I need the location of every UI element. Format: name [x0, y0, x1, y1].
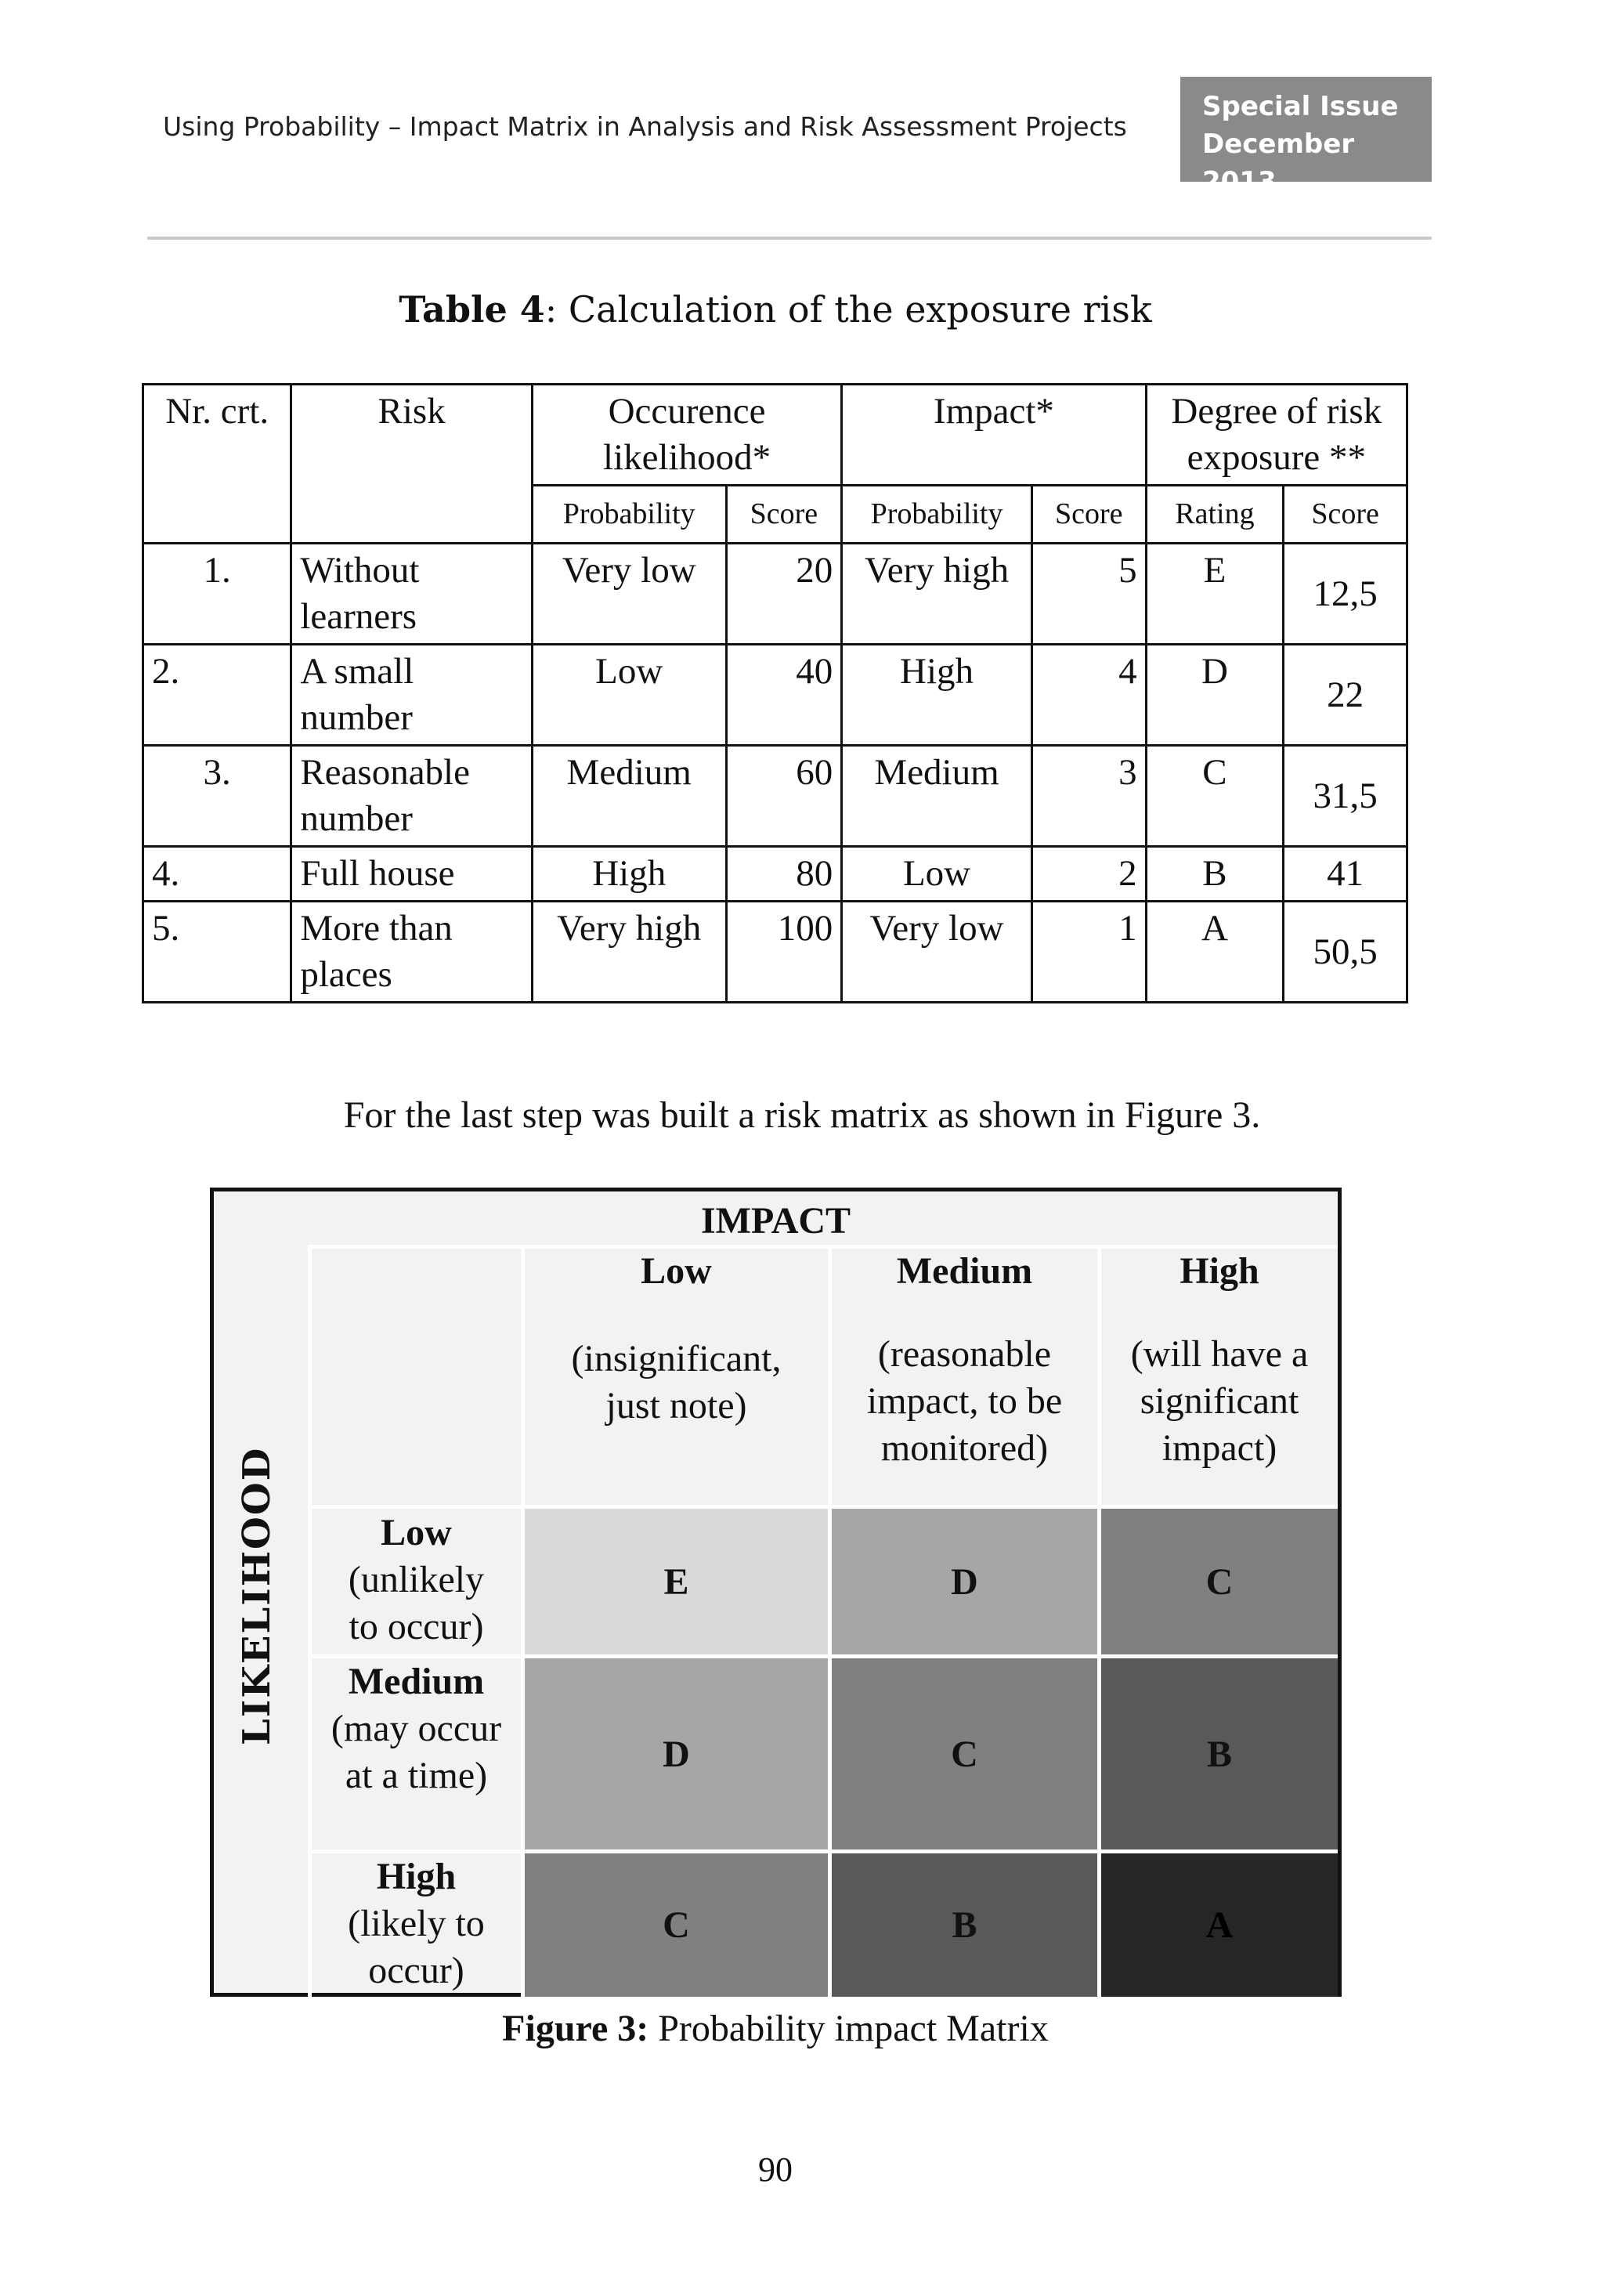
cell-imp-score: 2: [1031, 847, 1146, 902]
cell-occ-score: 20: [726, 544, 842, 645]
likelihood-row-desc: (likely to occur): [348, 1903, 485, 1991]
cell-rating: B: [1146, 847, 1284, 902]
cell-risk: Full house: [291, 847, 533, 902]
figure-caption-label: Figure 3:: [502, 2008, 649, 2049]
subheader-exp-score: Score: [1284, 486, 1407, 544]
matrix-cell: D: [832, 1509, 1097, 1654]
exposure-risk-table: [142, 383, 1408, 1003]
table-row: [143, 746, 1407, 847]
cell-occ-probability: Very low: [532, 544, 726, 645]
matrix-cell: C: [525, 1853, 828, 1997]
cell-imp-probability: Low: [842, 847, 1032, 902]
body-paragraph: For the last step was built a risk matrix as shown in Figure 3.: [343, 1094, 1261, 1136]
matrix-cell: A: [1101, 1853, 1338, 1997]
cell-occ-score: 60: [726, 746, 842, 847]
cell-rating: E: [1146, 544, 1284, 645]
cell-risk: A small number: [291, 645, 533, 746]
subheader-occ-score: Score: [726, 486, 842, 544]
table-header-row: [143, 385, 1407, 486]
likelihood-row-heading: Low: [381, 1512, 452, 1553]
cell-rating: C: [1146, 746, 1284, 847]
subheader-imp-probability: Probability: [842, 486, 1032, 544]
matrix-cell: C: [1101, 1509, 1338, 1654]
header-divider: [147, 237, 1432, 240]
likelihood-row-high: [312, 1853, 521, 1994]
cell-rating: A: [1146, 902, 1284, 1003]
header-risk: Risk: [291, 385, 533, 544]
issue-line-1: Special Issue: [1202, 91, 1399, 122]
table-row: [143, 544, 1407, 645]
likelihood-row-heading: Medium: [348, 1661, 485, 1702]
cell-nr: 5.: [143, 902, 291, 1003]
cell-exp-score: 31,5: [1284, 746, 1407, 847]
cell-nr: 1.: [143, 544, 291, 645]
table-caption: [0, 288, 1551, 331]
impact-col-desc: (insignificant, just note): [571, 1338, 782, 1426]
table-row: [143, 902, 1407, 1003]
cell-exp-score: 22: [1284, 645, 1407, 746]
likelihood-row-desc: (unlikely to occur): [348, 1559, 485, 1647]
cell-risk: Reasonable number: [291, 746, 533, 847]
running-header: Using Probability – Impact Matrix in Analysis and Risk Assessment Projects: [163, 111, 1127, 142]
cell-occ-probability: Low: [532, 645, 726, 746]
impact-col-heading: Medium: [896, 1250, 1033, 1292]
likelihood-row-medium: [312, 1658, 521, 1799]
subheader-imp-score: Score: [1031, 486, 1146, 544]
issue-line-2: December 2013: [1202, 128, 1355, 197]
cell-nr: 3.: [143, 746, 291, 847]
cell-risk: More than places: [291, 902, 533, 1003]
cell-imp-probability: Very high: [842, 544, 1032, 645]
risk-matrix: [210, 1188, 1342, 1997]
impact-col-medium: [832, 1248, 1097, 1472]
matrix-cell: B: [1101, 1658, 1338, 1849]
cell-occ-probability: High: [532, 847, 726, 902]
cell-occ-probability: Medium: [532, 746, 726, 847]
matrix-cell: E: [525, 1509, 828, 1654]
cell-imp-probability: Very low: [842, 902, 1032, 1003]
issue-badge: [1180, 77, 1432, 197]
impact-col-high: [1101, 1248, 1338, 1472]
table-caption-text: : Calculation of the exposure risk: [544, 288, 1152, 331]
matrix-cell: C: [832, 1658, 1097, 1849]
table-caption-label: Table 4: [399, 288, 545, 331]
subheader-occ-probability: Probability: [532, 486, 726, 544]
table-row: [143, 645, 1407, 746]
likelihood-row-desc: (may occur at a time): [331, 1708, 502, 1796]
cell-rating: D: [1146, 645, 1284, 746]
matrix-impact-title: IMPACT: [700, 1200, 851, 1242]
figure-caption: [0, 2007, 1551, 2050]
cell-occ-score: 40: [726, 645, 842, 746]
matrix-cell: B: [832, 1853, 1097, 1997]
impact-col-desc: (will have a significant impact): [1130, 1333, 1309, 1469]
likelihood-row-heading: High: [376, 1856, 457, 1897]
cell-imp-score: 4: [1031, 645, 1146, 746]
matrix-cell: D: [525, 1658, 828, 1849]
cell-exp-score: 12,5: [1284, 544, 1407, 645]
header-nr: Nr. crt.: [143, 385, 291, 544]
cell-risk: Without learners: [291, 544, 533, 645]
cell-exp-score: 41: [1284, 847, 1407, 902]
cell-occ-score: 100: [726, 902, 842, 1003]
subheader-rating: Rating: [1146, 486, 1284, 544]
impact-col-heading: High: [1180, 1250, 1259, 1292]
header-occurrence: Occurence likelihood*: [532, 385, 841, 486]
impact-col-low: [525, 1248, 828, 1430]
likelihood-row-low: [312, 1510, 521, 1651]
table-row: [143, 847, 1407, 902]
cell-imp-score: 5: [1031, 544, 1146, 645]
header-impact: Impact*: [842, 385, 1146, 486]
cell-occ-probability: Very high: [532, 902, 726, 1003]
cell-nr: 2.: [143, 645, 291, 746]
impact-col-heading: Low: [641, 1250, 712, 1292]
cell-occ-score: 80: [726, 847, 842, 902]
cell-imp-probability: High: [842, 645, 1032, 746]
cell-imp-score: 1: [1031, 902, 1146, 1003]
cell-imp-score: 3: [1031, 746, 1146, 847]
cell-imp-probability: Medium: [842, 746, 1032, 847]
figure-caption-text: Probability impact Matrix: [648, 2008, 1049, 2049]
matrix-likelihood-label: LIKELIHOOD: [235, 1446, 279, 1745]
impact-col-desc: (reasonable impact, to be monitored): [866, 1333, 1063, 1469]
header-degree: Degree of risk exposure **: [1146, 385, 1407, 486]
page-number: 90: [758, 2150, 793, 2189]
cell-exp-score: 50,5: [1284, 902, 1407, 1003]
cell-nr: 4.: [143, 847, 291, 902]
